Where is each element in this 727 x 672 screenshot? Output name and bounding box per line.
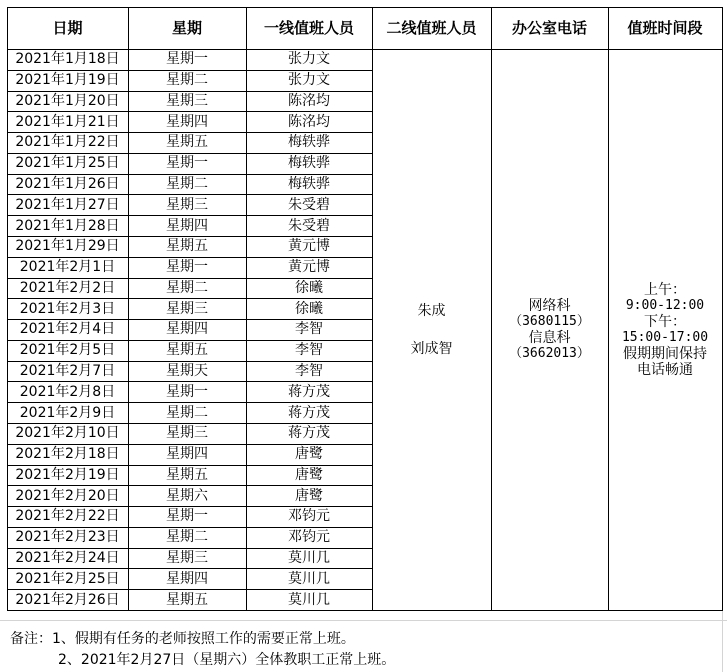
staff-cell: 邓钧元 (288, 529, 330, 546)
row-divider (7, 174, 372, 175)
staff-cell: 邓钧元 (288, 508, 330, 525)
weekday-cell: 星期二 (166, 404, 208, 421)
row-divider (7, 194, 372, 195)
row-divider (7, 548, 372, 549)
row-divider (7, 91, 372, 92)
staff-cell: 徐曦 (295, 279, 323, 296)
weekday-cell: 星期二 (166, 279, 208, 296)
staff-cell: 黄元博 (288, 259, 330, 276)
weekday-cell: 星期二 (166, 529, 208, 546)
weekday-cell: 星期三 (166, 92, 208, 109)
staff-cell: 李智 (295, 363, 323, 380)
weekday-cell: 星期五 (166, 342, 208, 359)
column-divider (491, 7, 492, 611)
date-cell: 2021年2月18日 (15, 446, 120, 463)
row-divider (7, 465, 372, 466)
date-cell: 2021年2月22日 (15, 508, 120, 525)
weekday-cell: 星期一 (166, 508, 208, 525)
staff-cell: 朱受碧 (288, 196, 330, 213)
duty-time-cell-line: 15:00-17:00 (621, 329, 709, 345)
table-border (7, 7, 723, 8)
staff-cell: 李智 (295, 342, 323, 359)
second-line-staff-cell-line: 朱成 (417, 302, 446, 319)
row-divider (7, 485, 372, 486)
weekday-cell: 星期一 (166, 259, 208, 276)
weekday-cell: 星期五 (166, 134, 208, 151)
header-first-line-staff: 一线值班人员 (263, 19, 354, 37)
weekday-cell: 星期五 (166, 466, 208, 483)
date-cell: 2021年2月19日 (15, 466, 120, 483)
header-office-phone: 办公室电话 (511, 19, 587, 37)
date-cell: 2021年2月10日 (15, 425, 120, 442)
column-divider (722, 7, 723, 611)
staff-cell: 陈洺均 (288, 113, 330, 130)
staff-cell: 梅轶骅 (288, 155, 330, 172)
date-cell: 2021年2月20日 (15, 487, 120, 504)
weekday-cell: 星期二 (166, 72, 208, 89)
date-cell: 2021年1月19日 (15, 72, 120, 89)
duty-time-cell-line: 电话畅通 (637, 361, 693, 378)
row-divider (7, 298, 372, 299)
column-divider (128, 7, 129, 611)
row-divider (7, 153, 372, 154)
column-divider (608, 7, 609, 611)
weekday-cell: 星期三 (166, 550, 208, 567)
date-cell: 2021年2月7日 (19, 363, 116, 380)
weekday-cell: 星期三 (166, 300, 208, 317)
staff-cell: 张力文 (288, 51, 330, 68)
office-phone-cell-line: 信息科 (528, 329, 571, 346)
column-divider (246, 7, 247, 611)
sheet-gridline (722, 610, 723, 672)
date-cell: 2021年2月5日 (19, 342, 116, 359)
weekday-cell: 星期天 (166, 363, 208, 380)
header-weekday: 星期 (171, 19, 202, 37)
date-cell: 2021年2月2日 (19, 279, 116, 296)
date-cell: 2021年1月21日 (15, 113, 120, 130)
staff-cell: 蒋方茂 (288, 383, 330, 400)
staff-cell: 唐鹭 (295, 466, 323, 483)
date-cell: 2021年1月29日 (15, 238, 120, 255)
note-line-1: 备注：1、假期有任务的老师按照工作的需要正常上班。 (10, 631, 355, 647)
staff-cell: 李智 (295, 321, 323, 338)
column-divider (372, 7, 373, 611)
date-cell: 2021年1月28日 (15, 217, 120, 234)
row-divider (7, 132, 372, 133)
date-cell: 2021年2月3日 (19, 300, 116, 317)
row-divider (7, 215, 372, 216)
sheet-gridline (0, 620, 727, 621)
staff-cell: 梅轶骅 (288, 176, 330, 193)
date-cell: 2021年1月25日 (15, 155, 120, 172)
office-phone-cell-line: （3680115） (509, 313, 590, 329)
date-cell: 2021年2月9日 (19, 404, 116, 421)
staff-cell: 莫川几 (288, 570, 330, 587)
weekday-cell: 星期一 (166, 383, 208, 400)
date-cell: 2021年2月23日 (15, 529, 120, 546)
staff-cell: 梅轶骅 (288, 134, 330, 151)
row-divider (7, 506, 372, 507)
duty-time-cell-line: 下午： (644, 313, 686, 330)
row-divider (7, 236, 372, 237)
duty-time-cell-line: 上午： (644, 281, 686, 298)
weekday-cell: 星期一 (166, 51, 208, 68)
row-divider (7, 278, 372, 279)
weekday-cell: 星期二 (166, 176, 208, 193)
column-divider (7, 7, 8, 611)
date-cell: 2021年2月24日 (15, 550, 120, 567)
weekday-cell: 星期四 (166, 446, 208, 463)
date-cell: 2021年2月4日 (19, 321, 116, 338)
office-phone-cell-line: （3662013） (509, 345, 590, 361)
second-line-staff-cell-line: 刘成智 (410, 340, 453, 357)
staff-cell: 朱受碧 (288, 217, 330, 234)
duty-time-cell-line: 假期期间保持 (623, 345, 707, 362)
row-divider (7, 257, 372, 258)
table-border (7, 610, 723, 611)
row-divider (7, 402, 372, 403)
date-cell: 2021年2月26日 (15, 591, 120, 608)
weekday-cell: 星期四 (166, 570, 208, 587)
date-cell: 2021年2月1日 (19, 259, 116, 276)
weekday-cell: 星期六 (166, 487, 208, 504)
staff-cell: 唐鹭 (295, 446, 323, 463)
weekday-cell: 星期四 (166, 217, 208, 234)
weekday-cell: 星期三 (166, 425, 208, 442)
duty-time-cell-line: 9:00-12:00 (625, 297, 705, 313)
staff-cell: 唐鹭 (295, 487, 323, 504)
staff-cell: 蒋方茂 (288, 425, 330, 442)
row-divider (7, 70, 372, 71)
row-divider (7, 111, 372, 112)
staff-cell: 蒋方茂 (288, 404, 330, 421)
header-duty-time: 值班时间段 (627, 19, 703, 37)
row-divider (7, 381, 372, 382)
weekday-cell: 星期五 (166, 238, 208, 255)
staff-cell: 徐曦 (295, 300, 323, 317)
table-border (7, 49, 723, 50)
staff-cell: 莫川几 (288, 550, 330, 567)
weekday-cell: 星期三 (166, 196, 208, 213)
row-divider (7, 527, 372, 528)
weekday-cell: 星期五 (166, 591, 208, 608)
staff-cell: 陈洺均 (288, 92, 330, 109)
weekday-cell: 星期一 (166, 155, 208, 172)
date-cell: 2021年2月25日 (15, 570, 120, 587)
header-date: 日期 (52, 19, 83, 37)
date-cell: 2021年1月26日 (15, 176, 120, 193)
duty-time-cell (608, 49, 722, 610)
row-divider (7, 361, 372, 362)
date-cell: 2021年2月8日 (19, 383, 116, 400)
staff-cell: 张力文 (288, 72, 330, 89)
row-divider (7, 340, 372, 341)
row-divider (7, 444, 372, 445)
date-cell: 2021年1月20日 (15, 92, 120, 109)
row-divider (7, 568, 372, 569)
note-line-2: 2、2021年2月27日（星期六）全体教职工正常上班。 (58, 652, 396, 668)
weekday-cell: 星期四 (166, 113, 208, 130)
header-second-line-staff: 二线值班人员 (386, 19, 477, 37)
date-cell: 2021年1月18日 (15, 51, 120, 68)
second-line-staff-cell (372, 49, 491, 610)
staff-cell: 黄元博 (288, 238, 330, 255)
office-phone-cell-line: 网络科 (528, 297, 571, 314)
date-cell: 2021年1月22日 (15, 134, 120, 151)
staff-cell: 莫川几 (288, 591, 330, 608)
office-phone-cell (491, 49, 608, 610)
weekday-cell: 星期四 (166, 321, 208, 338)
date-cell: 2021年1月27日 (15, 196, 120, 213)
row-divider (7, 319, 372, 320)
row-divider (7, 423, 372, 424)
row-divider (7, 589, 372, 590)
